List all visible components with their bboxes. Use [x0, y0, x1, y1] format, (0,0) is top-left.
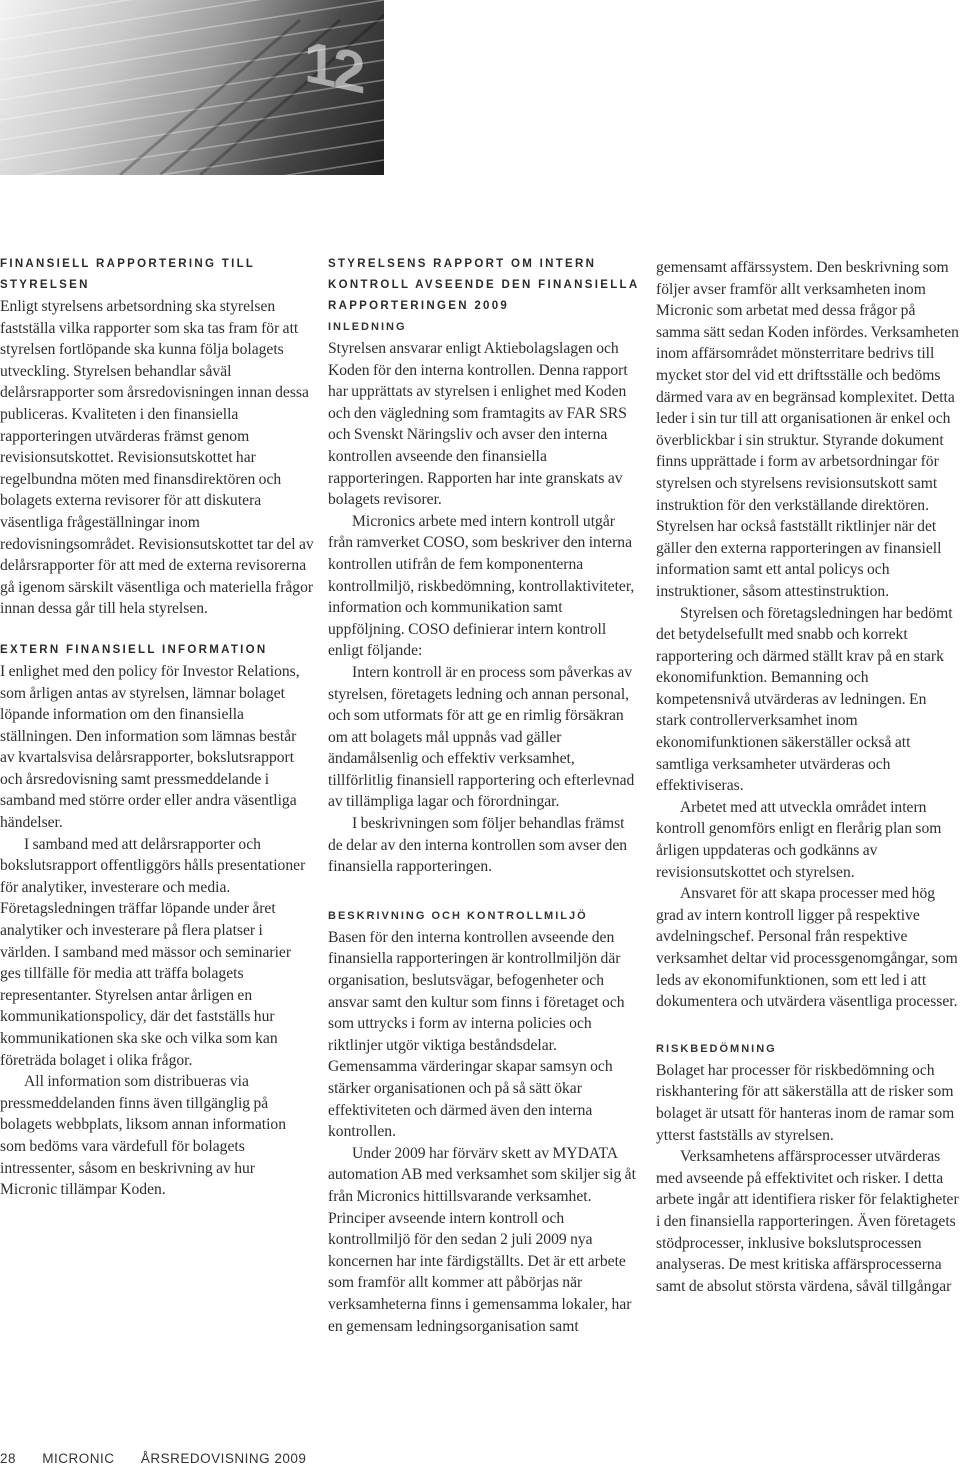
company-name: MICRONIC: [42, 1451, 115, 1466]
paragraph: Under 2009 har förvärv skett av MYDATA automation AB med verksamhet som skiljer sig åt från Micronics hittillsvarande verksamhet. Principer avseende intern kontroll och kontrollmiljö för den sedan 2 juli 2009 nya koncernen har inte färdigställts. Det är ett arbete som framför allt kommer att påbörjas när verksamheterna finns i gemensamma lokaler, har en gemensam ledningsorganisation samt: [328, 1144, 636, 1335]
subheading: RISKBEDÖMNING: [656, 1042, 777, 1055]
header-photo: [0, 0, 384, 175]
paragraph: I beskrivningen som följer behandlas främst de delar av den interna kontrollen som avser den finansiella rapporteringen.: [328, 815, 628, 876]
paragraph: All information som distribueras via pressmeddelanden finns även tillgänglig på bolagets webbplats, liksom annan information som bedöms vara värdefull för bolagets intressenter, såsom en beskrivning av hur Micronic tillämpar Koden.: [0, 1073, 286, 1199]
column-left: [0, 254, 314, 1201]
section-heading: FINANSIELL RAPPORTERING TILL STYRELSEN: [0, 258, 256, 291]
paragraph: I enlighet med den policy för Investor Relations, som årligen antas av styrelsen, lämnar bolaget löpande information om den finansiella ställningen. Den information som lämnas består av kvartalsvisa delårsrapporter, bokslutsrapport och årsredovisning samt pressmeddelande i samband med större order eller andra väsentliga händelser.: [0, 662, 300, 832]
page-number: 28: [0, 1451, 17, 1466]
paragraph: Styrelsen och företagsledningen har bedömt det betydelsefullt med snabb och korrekt rapportering och därmed ställt krav på en stark ekonomifunktion. Bemanning och kompetensnivå utvärderas av ledningen. En stark controllerverksamhet inom ekonomifunktionen säkerställer också att samtliga verksamheter utvärderas och effektiviseras.: [656, 604, 953, 795]
paragraph: Enligt styrelsens arbetsordning ska styrelsen fastställa vilka rapporter som ska tas fram för att styrelsen fortlöpande ska kunna följa bolagets utveckling. Styrelsen behandlar såväl delårsrapporter som årsredovisningen innan dessa publiceras. Kvaliteten i den finansiella rapporteringen utvärderas främst genom revisionsutskottet. Revisionsutskottet har regelbundna möten med finansdirektören och bolagets externa revisorer för att diskutera väsentliga frågeställningar inom redovisningsområdet. Revisionsutskottet tar del av delårsrapporter för att med de externa revisorerna gå igenom särskilt väsentliga och materiella frågor innan dessa går till hela styrelsen.: [0, 298, 314, 618]
page-footer: [0, 1451, 328, 1466]
column-right: [656, 257, 960, 1297]
subheading: BESKRIVNING OCH KONTROLLMILJÖ: [328, 909, 588, 922]
paragraph: Verksamhetens affärsprocesser utvärderas med avseende på effektivitet och risker. I detta arbete ingår att identifiera risker för felaktigheter i den finansiella rapporteringen. Även företagets stödprocesser, inklusive bokslutsprocessen analyseras. De mest kritiska affärsprocesserna samt de absolut största värdena, såväl tillgångar: [656, 1148, 959, 1295]
quote-paragraph: Intern kontroll är en process som påverkas av styrelsen, företagets ledning och annan personal, och som utformats för att ge en rimlig försäkran om att bolagets mål uppnås vad gäller ändamålsenlig och effektiv verksamhet, tillförlitlig finansiell rapportering och efterlevnad av tillämpliga lagar och förordningar.: [328, 663, 635, 811]
paragraph: Basen för den interna kontrollen avseende den finansiella rapporteringen är kontrollmiljön där organisation, beslutsvägar, befogenheter och ansvar samt den kultur som finns i företaget och som uttrycks i form av interna policies och riktlinjer utgör viktiga beståndsdelar. Gemensamma värderingar skapar samsyn och stärker organisationen och på så sätt ökar effektiviteten och därmed även den interna kontrollen.: [328, 928, 625, 1141]
paragraph: Arbetet med att utveckla området intern kontroll genomförs enligt en flerårig plan som årligen uppdateras och godkänns av revisionsutskottet och styrelsen.: [656, 798, 942, 881]
paragraph: Micronics arbete med intern kontroll utgår från ramverket COSO, som beskriver den interna kontrollen utifrån de fem komponenterna kontrollmiljö, riskbedömning, kontrollaktiviteter, information och kommunikation samt uppföljning. COSO definierar intern kontroll enligt följande:: [328, 512, 635, 660]
paragraph: Styrelsen ansvarar enligt Aktiebolagslagen och Koden för den interna kontrollen. Denna rapport har upprättats av styrelsen i enlighet med Koden och den vägledning som framtagits av FAR SRS och Svenskt Näringsliv och avser den interna kontrollen avseende den finansiella rapporteringen. Rapporten har inte granskats av bolagets revisorer.: [328, 340, 628, 509]
paragraph: gemensamt affärssystem. Den beskrivning som följer avser framför allt verksamheten inom Micronic som arbetat med dessa frågor på samma sätt sedan Koden infördes. Verksamheten inom affärsområdet mönsterritare bedrivs till mycket stor del vid ett driftsställe och bedöms därmed vara av en begränsad komplexitet. Detta leder i sin tur till att organisationen är enkel och överblickbar i sin struktur. Styrande dokument finns upprättade i form av arbetsordningar för styrelsen och styrelsens revisionsutskott samt instruktion för den verkställande direktören. Styrelsen har också fastställt riktlinjer när det gäller den externa rapporteringen av finansiell information samt ett antal policys och instruktioner, såsom attestinstruktion.: [656, 259, 959, 600]
paragraph: Ansvaret för att skapa processer med hög grad av intern kontroll ligger på respektive avdelningschef. Personal från respektive verksamhet deltar vid processgenomgångar, som leds av ekonomifunktionen, som ett led i att dokumentera och utvärdera väsentliga processer.: [656, 885, 958, 1011]
report-title: ÅRSREDOVISNING 2009: [140, 1451, 307, 1466]
section-heading: EXTERN FINANSIELL INFORMATION: [0, 643, 268, 656]
column-middle: [328, 254, 640, 1337]
subheading: INLEDNING: [328, 321, 407, 333]
chapter-number: 12: [304, 28, 363, 107]
paragraph: I samband med att delårsrapporter och bokslutsrapport offentliggörs hålls presentationer för analytiker, investerare och media. Företagsledningen träffar löpande under året analytiker och investerare på flera platser i världen. I samband med mässor och seminarier ges tillfälle för media att träffa bolagets representanter. Styrelsen antar årligen en kommunikationspolicy, där det fastställs hur kommunikationen ska ske och vilka som kan företräda bolaget i olika frågor.: [0, 835, 306, 1069]
paragraph: Bolaget har processer för riskbedömning och riskhantering för att säkerställa att de risker som bolaget är utsatt för hanteras inom de ramar som ytterst fastställs av styrelsen.: [656, 1061, 955, 1144]
section-heading: STYRELSENS RAPPORT OM INTERN KONTROLL AVSEENDE DEN FINANSIELLA RAPPORTERINGEN 2009: [328, 258, 640, 312]
